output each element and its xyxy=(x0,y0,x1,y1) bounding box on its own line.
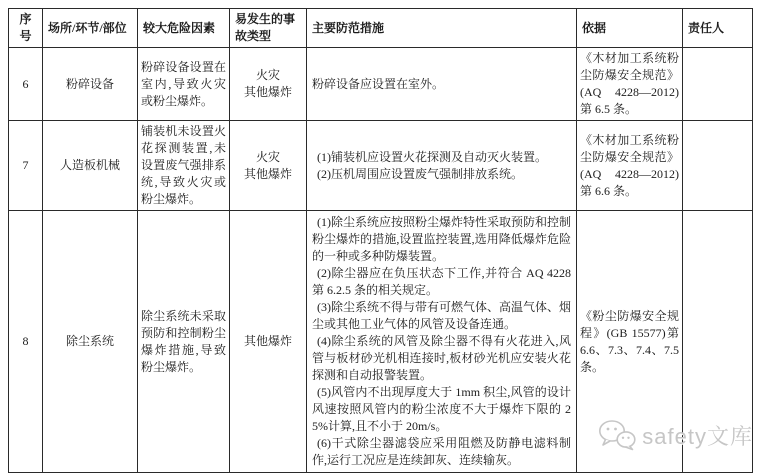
header-cell-measures: 主要防范措施 xyxy=(307,9,577,48)
header-cell-responsible: 责任人 xyxy=(683,9,753,48)
table-row-8 xyxy=(9,211,753,473)
table-row-7 xyxy=(9,121,753,211)
cell-location: 人造板机械 xyxy=(43,121,138,211)
cell-no: 6 xyxy=(9,48,43,121)
cell-responsible xyxy=(683,211,753,473)
cell-no: 7 xyxy=(9,121,43,211)
cell-responsible xyxy=(683,121,753,211)
hazard-table xyxy=(8,8,753,473)
header-cell-basis: 依据 xyxy=(577,9,683,48)
cell-basis: 《粉尘防爆安全规程》(GB 15577)第 6.6、7.3、7.4、7.5 条。 xyxy=(577,211,683,473)
accident-type-line: 火灾 xyxy=(255,68,280,82)
accident-type-line: 其他爆炸 xyxy=(243,334,292,348)
measure-item: (1)铺装机应设置火花探测及自动灭火装置。 xyxy=(317,149,547,164)
cell-basis: 《木材加工系统粉尘防爆安全规范》(AQ 4228—2012)第 6.5 条。 xyxy=(577,48,683,121)
watermark-text: safety文库 xyxy=(642,423,753,449)
accident-type-line: 其他爆炸 xyxy=(243,85,292,99)
header-cell-accident-type: 易发生的事故类型 xyxy=(230,9,307,48)
header-cell-no: 序号 xyxy=(9,9,43,48)
measure-item: (1)除尘系统应按照粉尘爆炸特性采取预防和控制粉尘爆炸的措施,设置监控装置,选用降低爆炸危险的一种或多种防爆装置。 xyxy=(312,215,571,263)
measure-item: (2)压机周围应设置废气强制排放系统。 xyxy=(317,166,523,181)
measure-item: 粉碎设备应设置在室外。 xyxy=(312,76,445,91)
header-cell-location: 场所/环节/部位 xyxy=(43,9,138,48)
cell-measures xyxy=(307,211,577,473)
cell-accident-type xyxy=(230,48,307,121)
measure-item: (6)干式除尘器滤袋应采用阻燃及防静电滤料制作,运行工况应是连续卸灰、连续输灰。 xyxy=(312,436,571,467)
cell-accident-type xyxy=(230,121,307,211)
cell-location: 除尘系统 xyxy=(43,211,138,473)
cell-basis: 《木材加工系统粉尘防爆安全规范》(AQ 4228—2012)第 6.6 条。 xyxy=(577,121,683,211)
cell-measures xyxy=(307,48,577,121)
cell-risk: 粉碎设备设置在室内,导致火灾或粉尘爆炸。 xyxy=(138,48,230,121)
cell-location: 粉碎设备 xyxy=(43,48,138,121)
table-row-6 xyxy=(9,48,753,121)
cell-responsible xyxy=(683,48,753,121)
cell-measures xyxy=(307,121,577,211)
measure-item: (2)除尘器应在负压状态下工作,并符合 AQ 4228 第 6.2.5 条的相关规定。 xyxy=(312,266,571,297)
cell-accident-type xyxy=(230,211,307,473)
header-cell-risk: 较大危险因素 xyxy=(138,9,230,48)
measure-item: (3)除尘系统不得与带有可燃气体、高温气体、烟尘或其他工业气体的风管及设备连通。 xyxy=(312,300,571,331)
cell-no: 8 xyxy=(9,211,43,473)
accident-type-line: 火灾 xyxy=(255,149,280,164)
cell-risk: 除尘系统未采取预防和控制粉尘爆炸措施,导致粉尘爆炸。 xyxy=(138,211,230,473)
accident-type-line: 其他爆炸 xyxy=(243,166,292,181)
header-row xyxy=(9,9,753,48)
measure-item: (5)风管内不出现厚度大于 1mm 积尘,风管的设计风速按照风管内的粉尘浓度不大于爆炸下限的 25%计算,且不小于 20m/s。 xyxy=(312,385,571,433)
measure-item: (4)除尘系统的风管及除尘器不得有火花进入,风管与板材砂光机相连接时,板材砂光机应安装火花探测和自动报警装置。 xyxy=(312,334,571,382)
cell-risk: 铺装机未设置火花探测装置,未设置废气强排系统,导致火灾或粉尘爆炸。 xyxy=(138,121,230,211)
